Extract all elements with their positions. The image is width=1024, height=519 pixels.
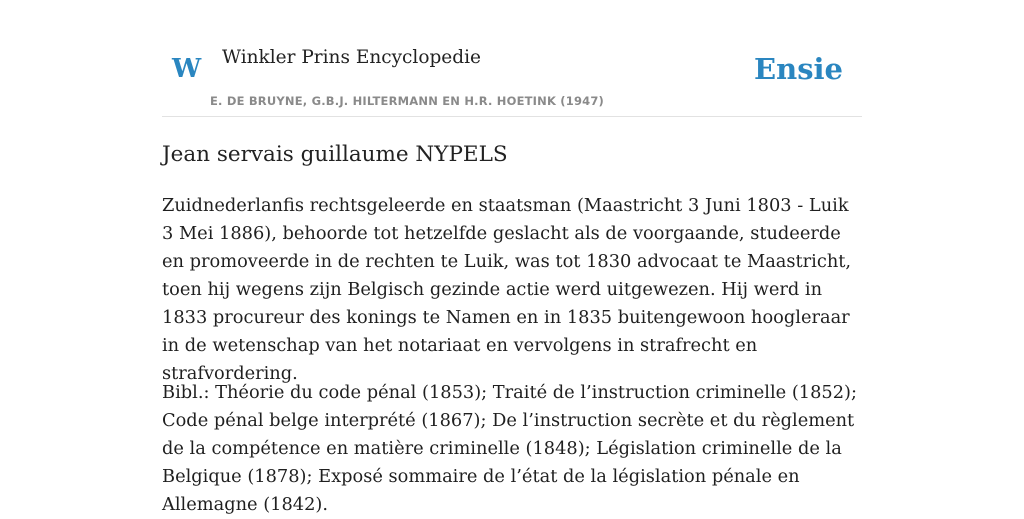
article-card [162,0,862,515]
ensie-logo[interactable]: Ensie [754,52,843,86]
publication-title[interactable]: Winkler Prins Encyclopedie [222,47,481,68]
article-paragraph-bibliography: Bibl.: Théorie du code pénal (1853); Traité de l’instruction criminelle (1852); Code pénal belge interprété (1867); De l’instruction secrète et du règlement de la compétence en matière criminelle (1848); Législation criminelle de la Belgique (1878); Exposé sommaire de l’état de la législation pénale en Allemagne (1842). [162,382,857,515]
article-paragraph-biography: Zuidnederlanfis rechtsgeleerde en staatsman (Maastricht 3 Juni 1803 - Luik 3 Mei 1886), behoorde tot hetzelfde geslacht als de voorgaande, studeerde en promoveerde in de rechten te Luik, was tot 1830 advocaat te Maastricht, toen hij wegens zijn Belgisch gezinde actie werd uitgewezen. Hij werd in 1833 procureur des konings te Namen en in 1835 buitengewoon hoogleraar in de wetenschap van het notariaat en vervolgens in strafrecht en strafvordering. [162,195,852,384]
winkler-prins-logo[interactable]: W [172,54,202,84]
header [162,0,862,117]
authors-line: E. DE BRUYNE, G.B.J. HILTERMANN EN H.R. HOETINK (1947) [210,94,605,108]
entry-title: Jean servais guillaume NYPELS [162,142,508,167]
